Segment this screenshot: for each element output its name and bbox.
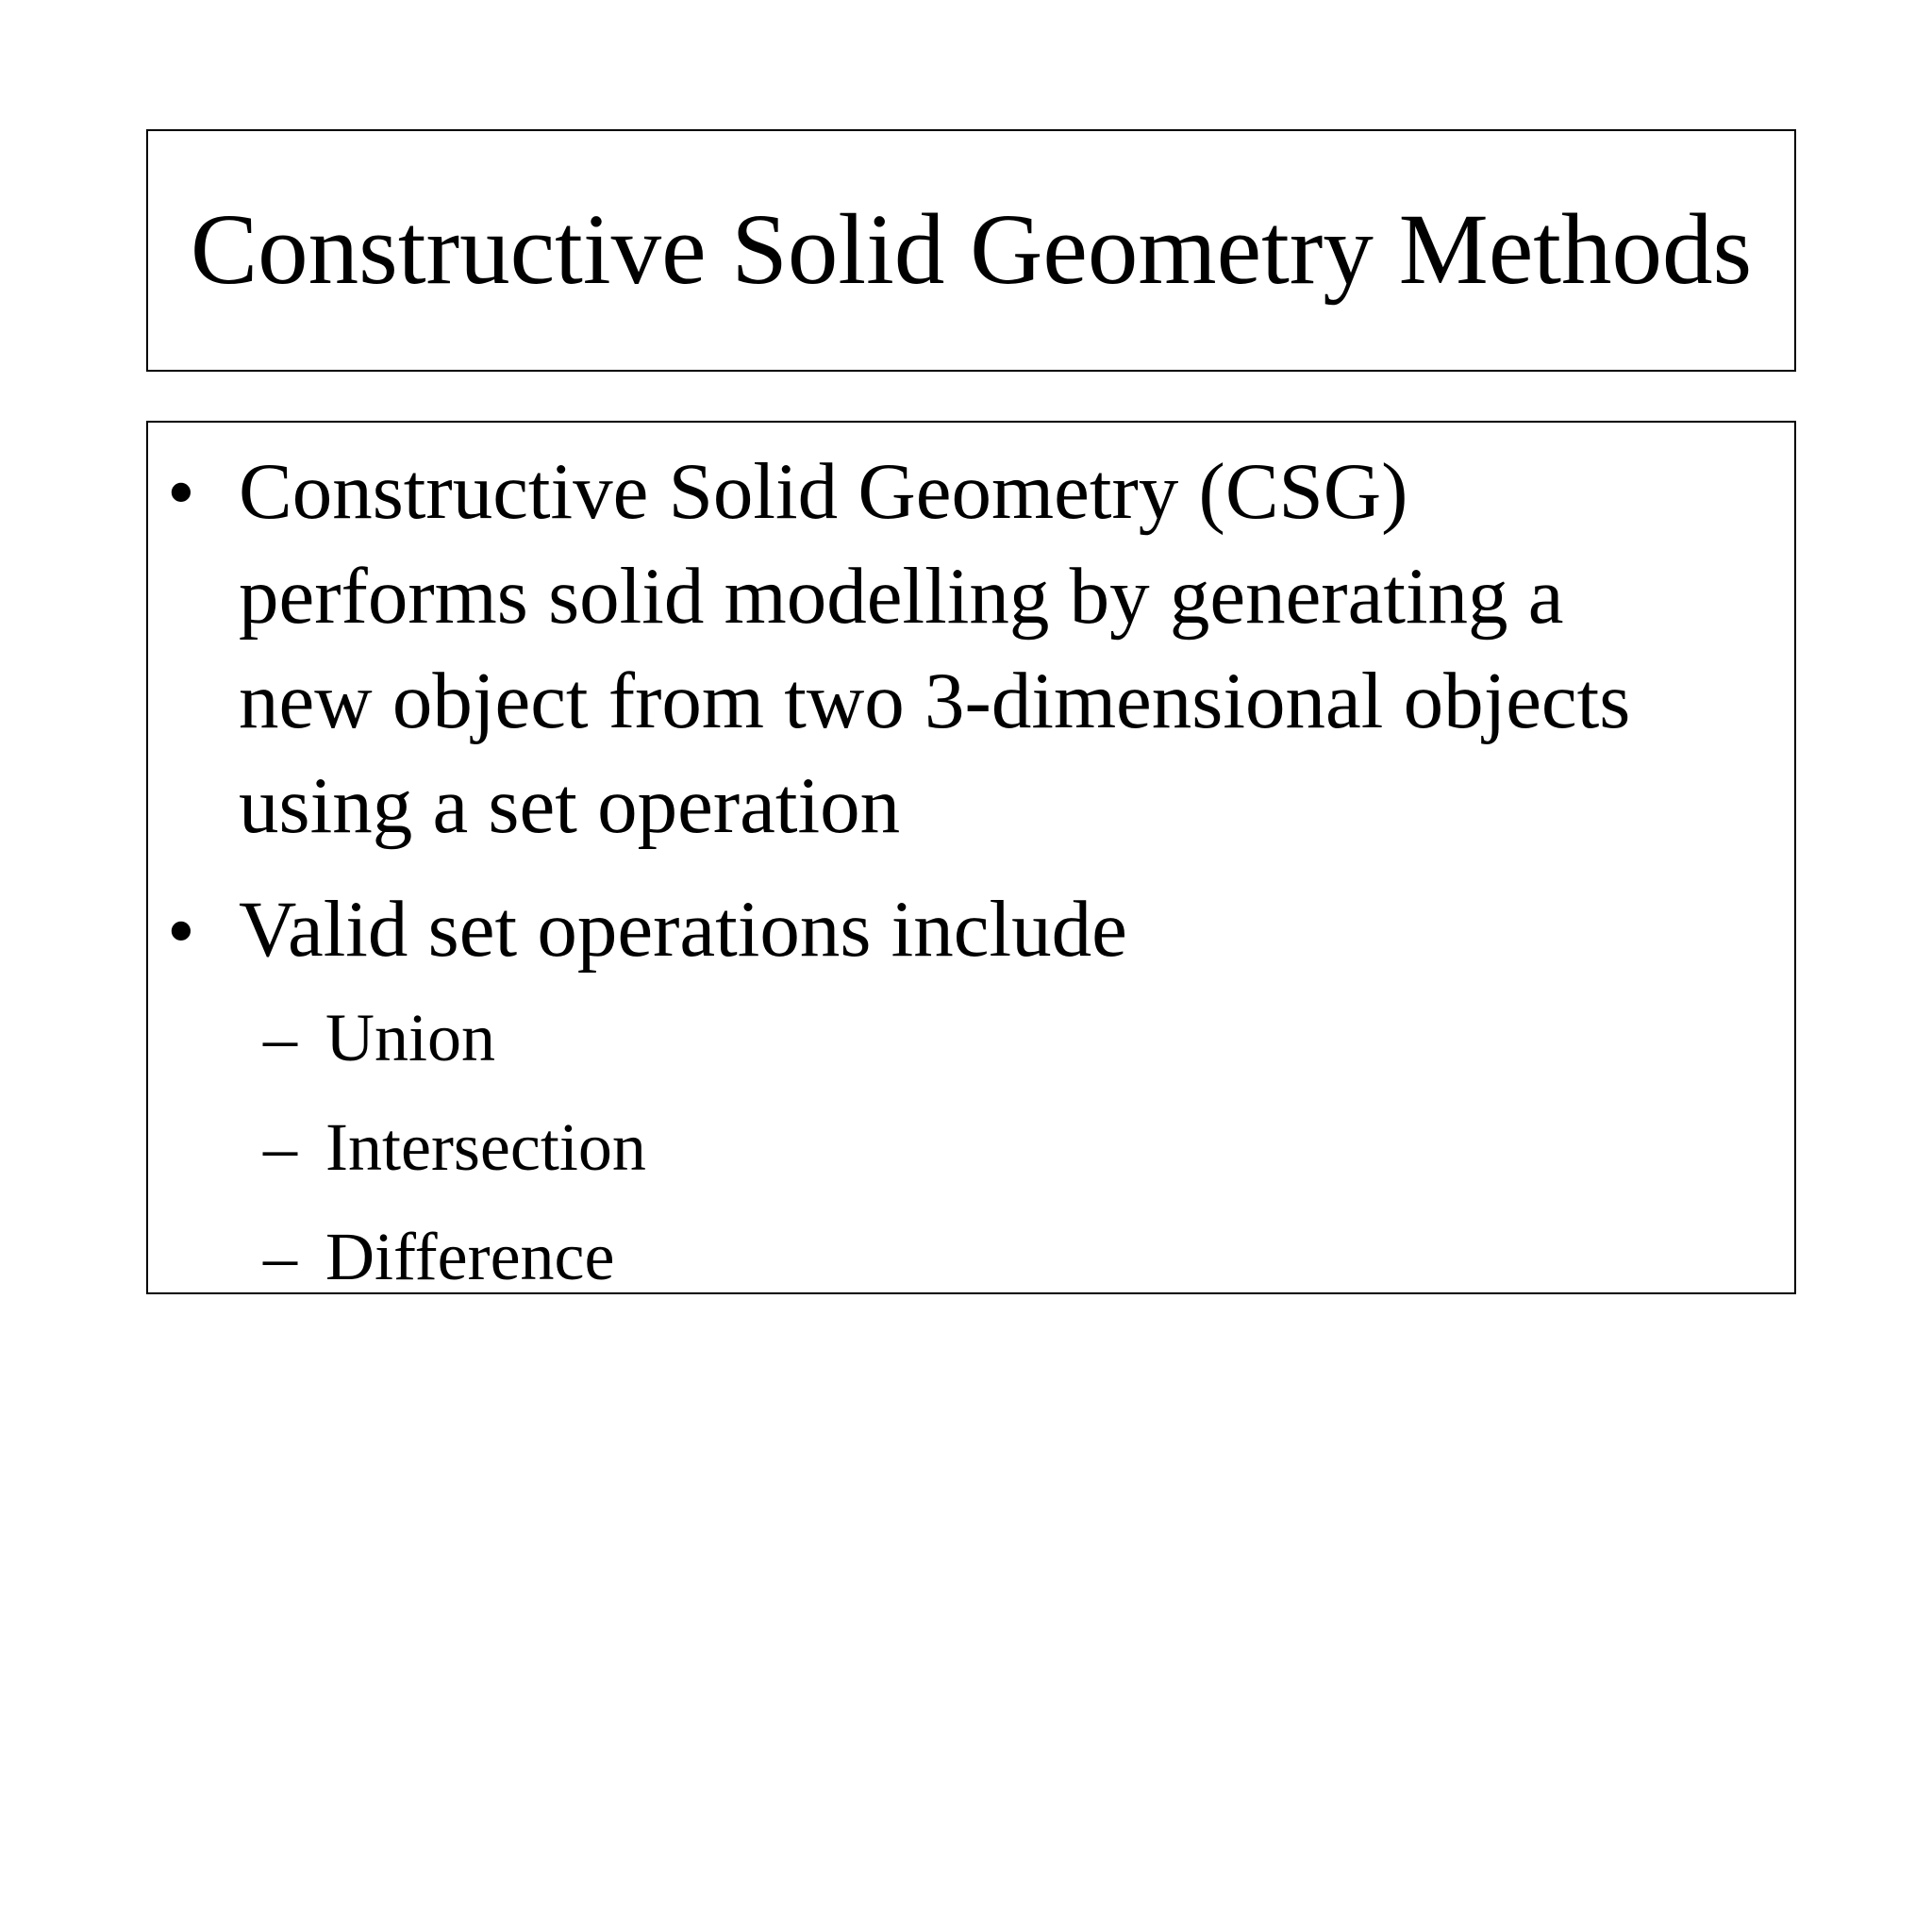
sub-item-text: Difference bbox=[325, 1219, 615, 1294]
bullet-marker: • bbox=[167, 448, 195, 537]
sub-item-text: Intersection bbox=[325, 1109, 646, 1185]
dash-marker: – bbox=[263, 1219, 297, 1294]
bullet-line: Constructive Solid Geometry (CSG) bbox=[239, 447, 1408, 536]
dash-marker: – bbox=[263, 1000, 297, 1075]
dash-marker: – bbox=[263, 1109, 297, 1185]
sub-item-difference bbox=[263, 1219, 615, 1294]
slide-title: Constructive Solid Geometry Methods bbox=[190, 193, 1753, 306]
bullet-line: new object from two 3-dimensional objects bbox=[239, 657, 1631, 745]
title-box bbox=[146, 129, 1796, 372]
content-box bbox=[146, 421, 1796, 1294]
bullet-text-csg bbox=[239, 440, 1767, 858]
bullet-text-valid-ops bbox=[239, 877, 1767, 982]
bullet-line: performs solid modelling by generating a bbox=[239, 552, 1564, 641]
bullet-line: Valid set operations include bbox=[239, 885, 1127, 974]
bullet-marker: • bbox=[167, 887, 195, 975]
sub-item-union bbox=[263, 1000, 495, 1075]
sub-item-intersection bbox=[263, 1109, 646, 1185]
bullet-line: using a set operation bbox=[239, 761, 901, 850]
sub-item-text: Union bbox=[325, 1000, 495, 1075]
